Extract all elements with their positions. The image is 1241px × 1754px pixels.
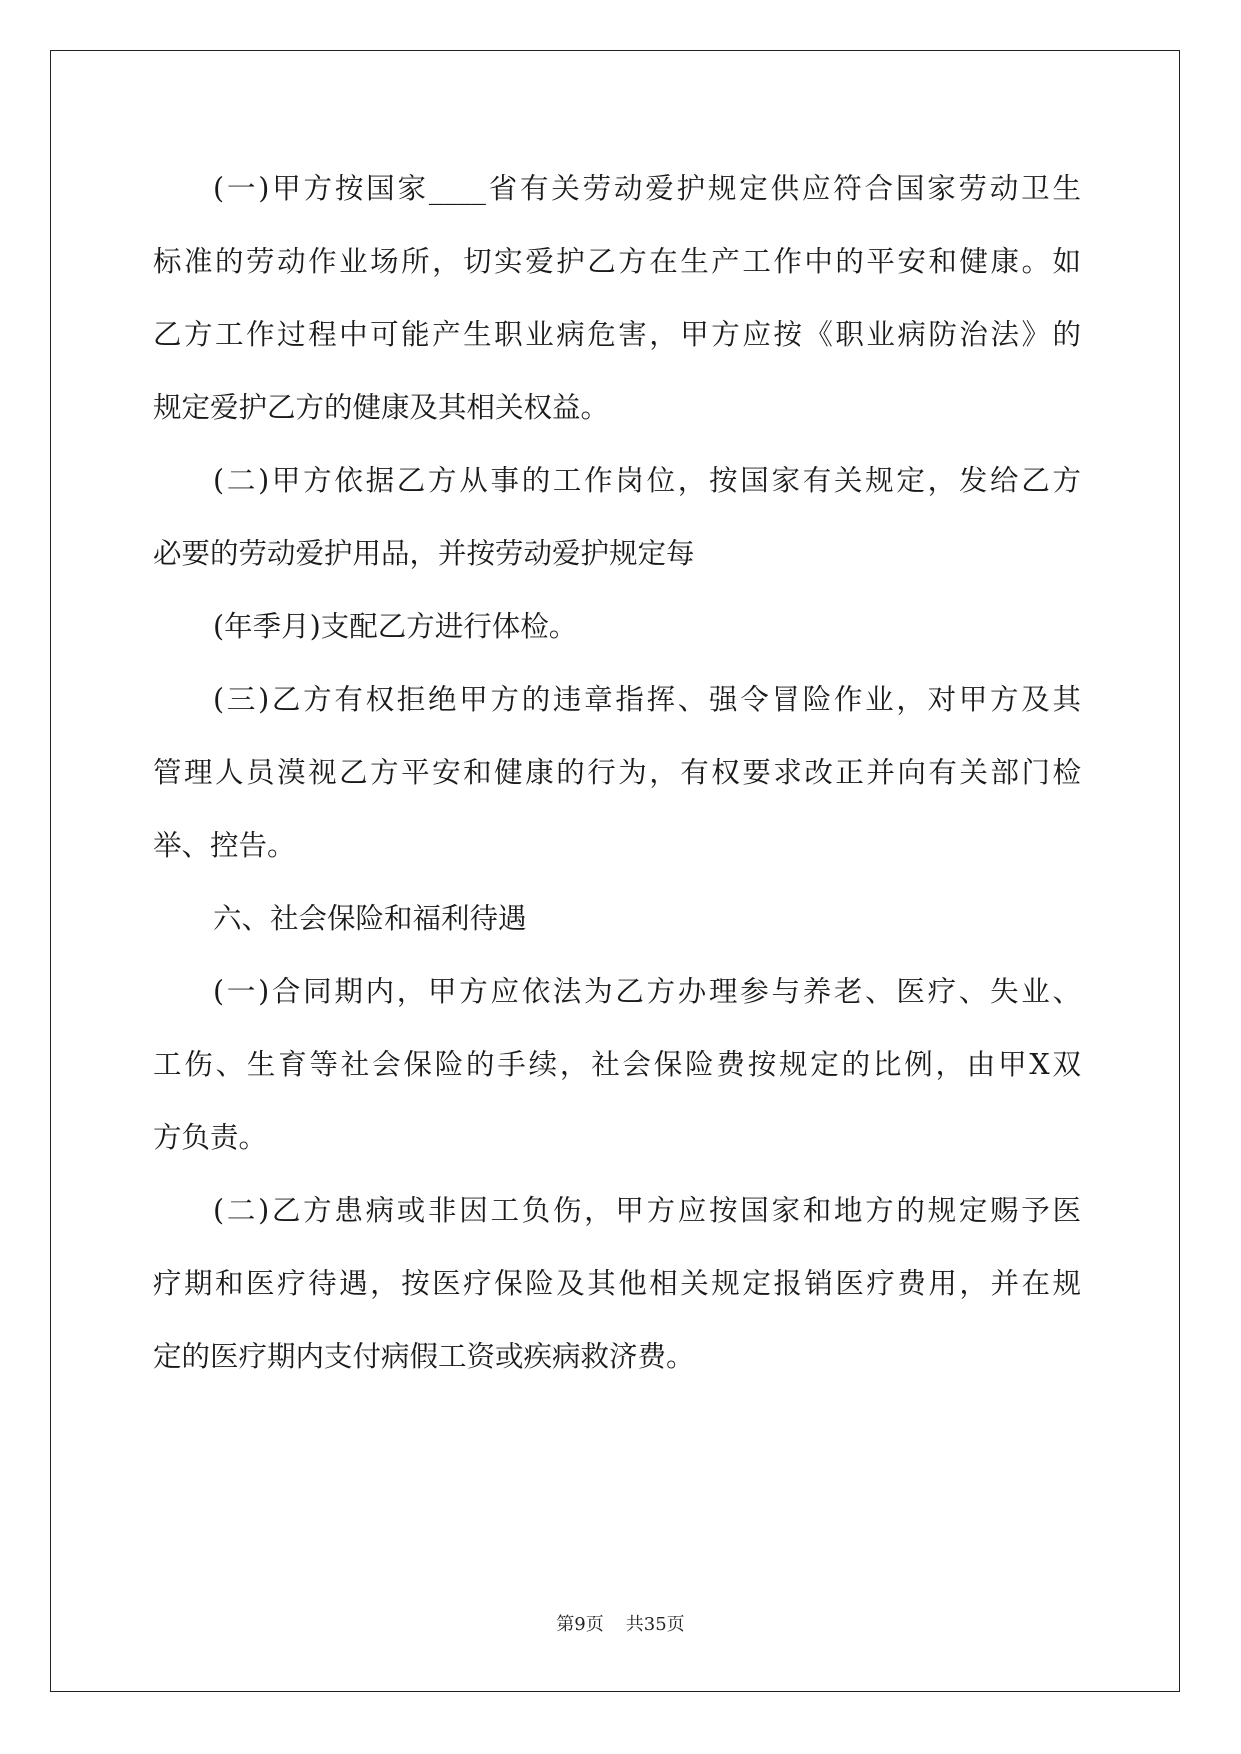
paragraph-line: 定的医疗期内支付病假工资或疾病救济费。 xyxy=(153,1340,695,1373)
paragraph-line: 方负责。 xyxy=(153,1121,268,1154)
paragraph-line: (三)乙方有权拒绝甲方的违章指挥、强令冒险作业，对甲方及其 xyxy=(213,683,1081,716)
page-number: 第9页 xyxy=(556,1614,604,1635)
page-footer xyxy=(0,1610,1241,1636)
paragraph-line: 标准的劳动作业场所，切实爱护乙方在生产工作中的平安和健康。如 xyxy=(153,245,1081,278)
paragraph-line: (年季月)支配乙方进行体检。 xyxy=(213,610,578,643)
section-heading: 六、社会保险和福利待遇 xyxy=(213,902,527,935)
page-border xyxy=(50,50,1180,1692)
paragraph-line: (一)甲方按国家____省有关劳动爱护规定供应符合国家劳动卫生 xyxy=(213,172,1081,205)
paragraph-line: 规定爱护乙方的健康及其相关权益。 xyxy=(153,391,610,424)
paragraph-line: 举、控告。 xyxy=(153,829,296,862)
paragraph-line: 乙方工作过程中可能产生职业病危害，甲方应按《职业病防治法》的 xyxy=(153,318,1081,351)
paragraph-line: (二)甲方依据乙方从事的工作岗位，按国家有关规定，发给乙方 xyxy=(213,464,1081,497)
paragraph-line: 疗期和医疗待遇，按医疗保险及其他相关规定报销医疗费用，并在规 xyxy=(153,1267,1081,1300)
paragraph-line: (二)乙方患病或非因工负伤，甲方应按国家和地方的规定赐予医 xyxy=(213,1194,1081,1227)
paragraph-line: 工伤、生育等社会保险的手续，社会保险费按规定的比例，由甲X双 xyxy=(153,1048,1081,1081)
paragraph-line: 必要的劳动爱护用品，并按劳动爱护规定每 xyxy=(153,537,695,570)
paragraph-line: 管理人员漠视乙方平安和健康的行为，有权要求改正并向有关部门检 xyxy=(153,756,1081,789)
page-total: 共35页 xyxy=(625,1614,685,1635)
paragraph-line: (一)合同期内，甲方应依法为乙方办理参与养老、医疗、失业、 xyxy=(213,975,1081,1008)
